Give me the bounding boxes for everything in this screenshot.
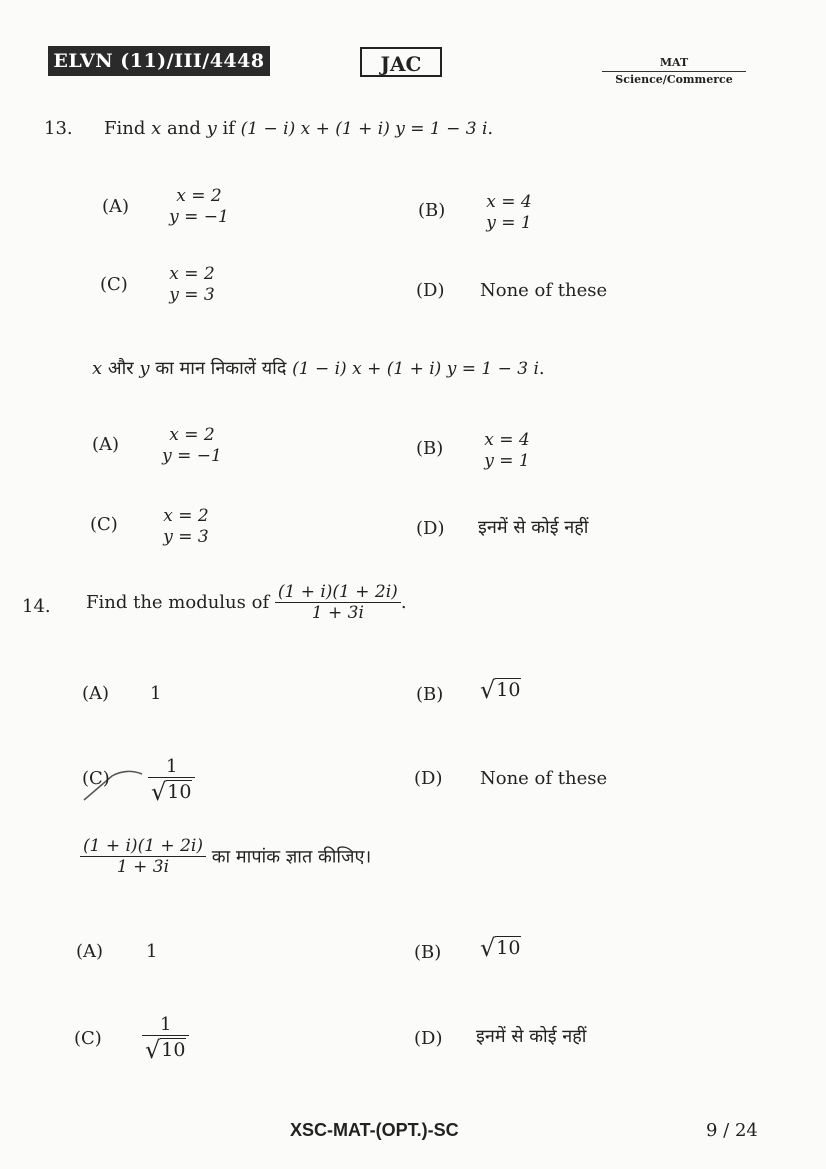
q14-option-d-text: None of these [480, 768, 608, 789]
q13-option-b-label: (B) [418, 200, 446, 221]
q14-hi-option-d-label: (D) [414, 1028, 443, 1049]
question-14-number: 14. [22, 596, 51, 617]
q14-option-c-label: (C) [82, 768, 110, 789]
q14-option-b-sqrt: √10 [480, 676, 521, 704]
q13-if: if [222, 118, 235, 139]
page-number: 9 / 24 [706, 1120, 758, 1141]
question-13-text: Find x and y if (1 − i) x + (1 + i) y = 1 − 3 i. [104, 118, 494, 139]
q14-fraction: $\frac{(1 + i)(1 + 2i)}{1 + 3i}$ [275, 582, 401, 623]
q14-hi-option-d-text: इनमें से कोई नहीं [476, 1026, 587, 1047]
q14-hi-option-a-text: 1 [146, 941, 158, 962]
question-14-text: Find the modulus of $\frac{(1 + i)(1 + 2i)}{1 + 3i}$ . [86, 582, 407, 623]
sqrt-icon: √ [151, 778, 167, 806]
q13-option-b-value: x = 4 y = 1 [486, 192, 532, 233]
q13-var-x: x [151, 118, 162, 139]
q14-hi-fraction: $\frac{(1 + i)(1 + 2i)}{1 + 3i}$ [80, 836, 206, 877]
q13-option-c-value: x = 2 y = 3 [169, 264, 215, 305]
q14-option-b-label: (B) [416, 684, 444, 705]
q14-option-a-label: (A) [82, 683, 110, 704]
subject-block [602, 56, 746, 86]
q14-option-c-fraction: $\frac{1}{√10}$ [148, 756, 195, 806]
q13-option-c-label: (C) [100, 274, 128, 295]
q13-hi-option-d-text: इनमें से कोई नहीं [478, 517, 589, 538]
q14-hi-option-b-sqrt: √10 [480, 934, 521, 962]
stream-label: Science/Commerce [615, 73, 733, 86]
q14-hi-option-c-label: (C) [74, 1028, 102, 1049]
q13-var-y: y [206, 118, 217, 139]
q13-hi-option-c-value: x = 2 y = 3 [163, 506, 209, 547]
subject-divider [602, 71, 746, 72]
q14-hi-option-c-fraction: $\frac{1}{√10}$ [142, 1014, 189, 1064]
question-14-hindi-text: $\frac{(1 + i)(1 + 2i)}{1 + 3i}$ का मापांक ज्ञात कीजिए। [80, 836, 371, 877]
paper-code: ELVN (11)/III/4448 [48, 46, 270, 76]
sqrt-icon: √ [480, 934, 496, 962]
subject-label: MAT [659, 56, 689, 69]
q13-find: Find [104, 118, 146, 139]
q13-equation: (1 − i) x + (1 + i) y = 1 − 3 i [240, 119, 488, 139]
q13-hi-option-a-value: x = 2 y = −1 [162, 425, 222, 466]
q14-option-a-text: 1 [150, 683, 162, 704]
q13-option-a-label: (A) [102, 196, 130, 217]
board-label: JAC [360, 47, 442, 77]
q13-option-d-label: (D) [416, 280, 445, 301]
q13-hi-option-b-label: (B) [416, 438, 444, 459]
sqrt-icon: √ [480, 676, 496, 704]
q13-hi-option-a-label: (A) [92, 434, 120, 455]
sqrt-icon: √ [145, 1036, 161, 1064]
q13-hi-option-d-label: (D) [416, 518, 445, 539]
q14-option-d-label: (D) [414, 768, 443, 789]
q13-option-d-text: None of these [480, 280, 608, 301]
question-13-number: 13. [44, 118, 73, 139]
q13-hi-option-b-value: x = 4 y = 1 [484, 430, 530, 471]
q13-hi-option-c-label: (C) [90, 514, 118, 535]
q14-hi-option-b-label: (B) [414, 942, 442, 963]
footer-paper-code: XSC-MAT-(OPT.)-SC [290, 1120, 459, 1140]
question-13-hindi-text: x और y का मान निकालें यदि (1 − i) x + (1 + i) y = 1 − 3 i. [92, 358, 545, 379]
q13-option-a-value: x = 2 y = −1 [169, 186, 229, 227]
q14-hi-option-a-label: (A) [76, 941, 104, 962]
q13-and: and [167, 118, 201, 139]
